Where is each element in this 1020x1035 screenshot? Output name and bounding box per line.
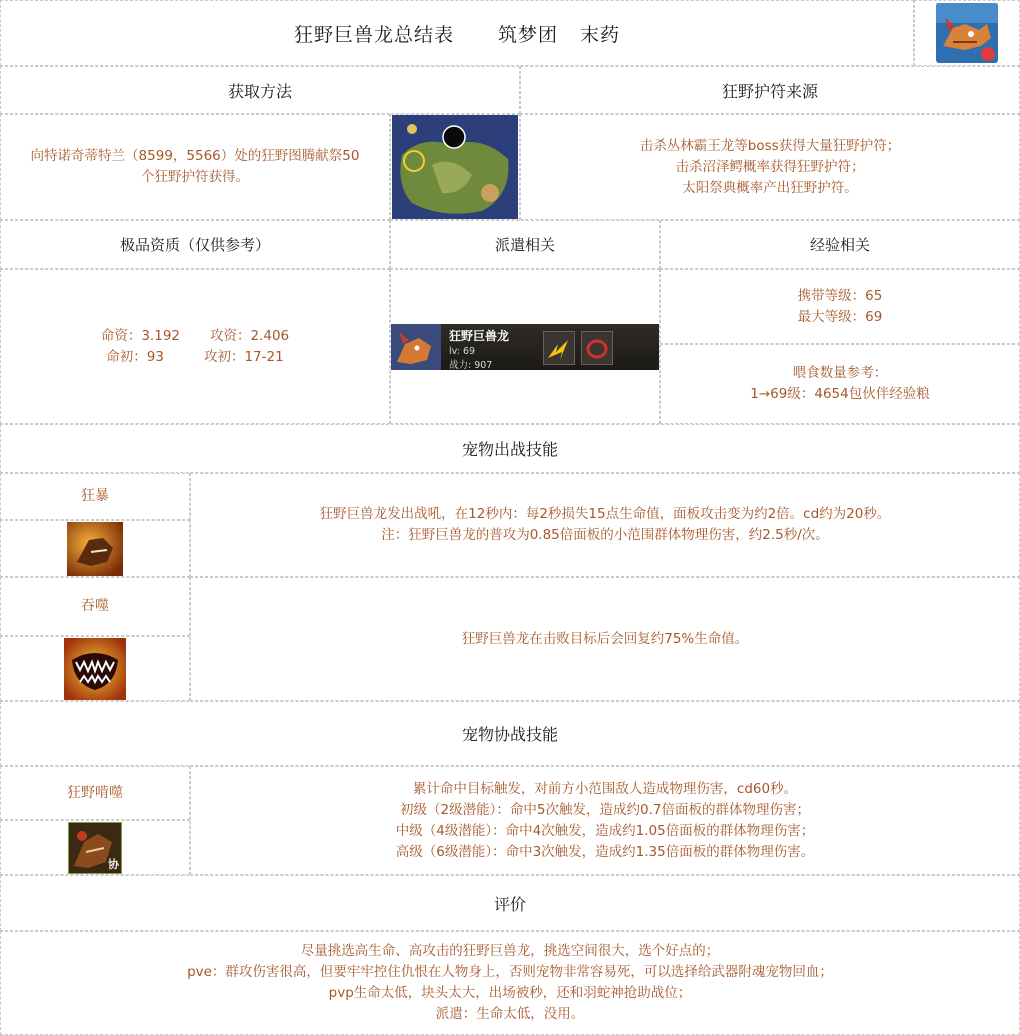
- quality-row: [106, 347, 283, 368]
- skill-description: [190, 766, 1020, 875]
- quality-values: [0, 269, 390, 424]
- quality-header: 极品资质（仅供参考）: [0, 220, 390, 269]
- atk-aptitude: 攻资：2.406: [210, 327, 290, 344]
- jungle-map-thumbnail: [392, 115, 518, 219]
- feed-title: 喂食数量参考：: [792, 365, 888, 381]
- skill-line: 累计命中目标触发，对前方小范围敌人造成物理伤害，cd60秒。: [412, 780, 798, 797]
- dispatch-header: 派遣相关: [390, 220, 660, 269]
- acquire-line: 个狂野护符获得。: [141, 169, 249, 185]
- pet-portrait-icon: [391, 324, 441, 370]
- skill-description: [190, 473, 1020, 577]
- amulet-header: 狂野护符来源: [520, 66, 1020, 114]
- exp-header: 经验相关: [660, 220, 1020, 269]
- pet-card-level: lv: 69: [449, 345, 476, 357]
- amulet-line: 击杀丛林霸王龙等boss获得大量狂野护符；: [639, 137, 901, 154]
- skill-icon-cell: [0, 636, 190, 701]
- battle-skills-header: 宠物出战技能: [0, 424, 1020, 473]
- review-header: 评价: [0, 875, 1020, 931]
- skill-name: 狂暴: [0, 473, 190, 520]
- amulet-line: 太阳祭典概率产出狂野护符。: [682, 179, 858, 196]
- dispatch-pet-card: [391, 324, 659, 370]
- skill-name: 狂野啃噬: [0, 766, 190, 820]
- review-text: [0, 931, 1020, 1035]
- rage-skill-icon: [67, 522, 123, 576]
- map-cell: [390, 114, 520, 220]
- title-text: 狂野巨兽龙总结表: [293, 23, 454, 46]
- pet-card-name: 狂野巨兽龙: [449, 328, 510, 343]
- dispatch-skill-slot[interactable]: [543, 331, 575, 365]
- hp-aptitude: 命资：3.192: [100, 327, 180, 344]
- carry-level: 携带等级：65: [797, 287, 883, 304]
- skill-line: 初级（2级潜能）：命中5次触发，造成约0.7倍面板的群体物理伤害；: [400, 801, 810, 818]
- team-name: 筑梦团: [497, 23, 558, 46]
- author-name: 末药: [580, 23, 621, 46]
- skill-icon-cell: [0, 520, 190, 577]
- amulet-text: [520, 114, 1020, 220]
- exp-levels: [660, 269, 1020, 344]
- skill-line: 狂野巨兽龙发出战吼，在12秒内：每2秒损失15点生命值，面板攻击变为约2倍。cd约为20秒。: [319, 506, 891, 522]
- quality-row: [101, 326, 289, 347]
- skill-icon-cell: [0, 820, 190, 875]
- review-line: 派遣：生命太低，没用。: [435, 1006, 585, 1022]
- atk-initial: 攻初：17-21: [203, 348, 284, 365]
- review-line: 尽量挑选高生命、高攻击的狂野巨兽龙，挑选空间很大，选个好点的；: [300, 943, 720, 959]
- skill-line: 中级（4级潜能）：命中4次触发，造成约1.05倍面板的群体物理伤害；: [395, 822, 815, 839]
- red-swirl-icon: [582, 332, 612, 364]
- dispatch-cell: [390, 269, 660, 424]
- amulet-line: 击杀沼泽鳄概率获得狂野护符；: [675, 158, 865, 175]
- title-bar: [0, 0, 914, 66]
- devour-skill-icon: [64, 638, 126, 700]
- lightning-arrow-icon: [544, 332, 574, 364]
- hp-initial: 命初：93: [106, 348, 164, 365]
- skill-description: [190, 577, 1020, 701]
- max-level: 最大等级：69: [797, 308, 883, 325]
- review-line: pvp生命太低，块头太大，出场被秒，还和羽蛇神抢助战位；: [328, 985, 692, 1001]
- acquire-text: [0, 114, 390, 220]
- assist-badge: 协: [108, 857, 119, 871]
- skill-line: 狂野巨兽龙在击败目标后会回复约75%生命值。: [461, 630, 749, 647]
- avatar-cell: [914, 0, 1020, 66]
- pet-card-power: 战力: 907: [449, 359, 493, 371]
- dispatch-skill-slot[interactable]: [581, 331, 613, 365]
- page-title: [272, 20, 642, 47]
- acquire-line: 向特诺奇蒂特兰（8599，5566）处的狂野图腾献祭50: [30, 148, 360, 164]
- review-line: pve：群攻伤害很高，但要牢牢控住仇恨在人物身上，否则宠物非常容易死，可以选择给武器附魂宠物回血；: [187, 964, 833, 980]
- wild-bite-icon-wrap: [68, 822, 122, 874]
- assist-skills-header: 宠物协战技能: [0, 701, 1020, 766]
- skill-line: 注：狂野巨兽龙的普攻为0.85倍面板的小范围群体物理伤害，约2.5秒/次。: [381, 527, 829, 543]
- skill-line: 高级（6级潜能）：命中3次触发，造成约1.35倍面板的群体物理伤害。: [395, 843, 815, 860]
- acquire-header: 获取方法: [0, 66, 520, 114]
- skill-name: 吞噬: [0, 577, 190, 636]
- feed-amount: 1→69级：4654包伙伴经验粮: [750, 386, 930, 402]
- beast-dragon-avatar-icon: [935, 2, 999, 64]
- exp-feed: [660, 344, 1020, 424]
